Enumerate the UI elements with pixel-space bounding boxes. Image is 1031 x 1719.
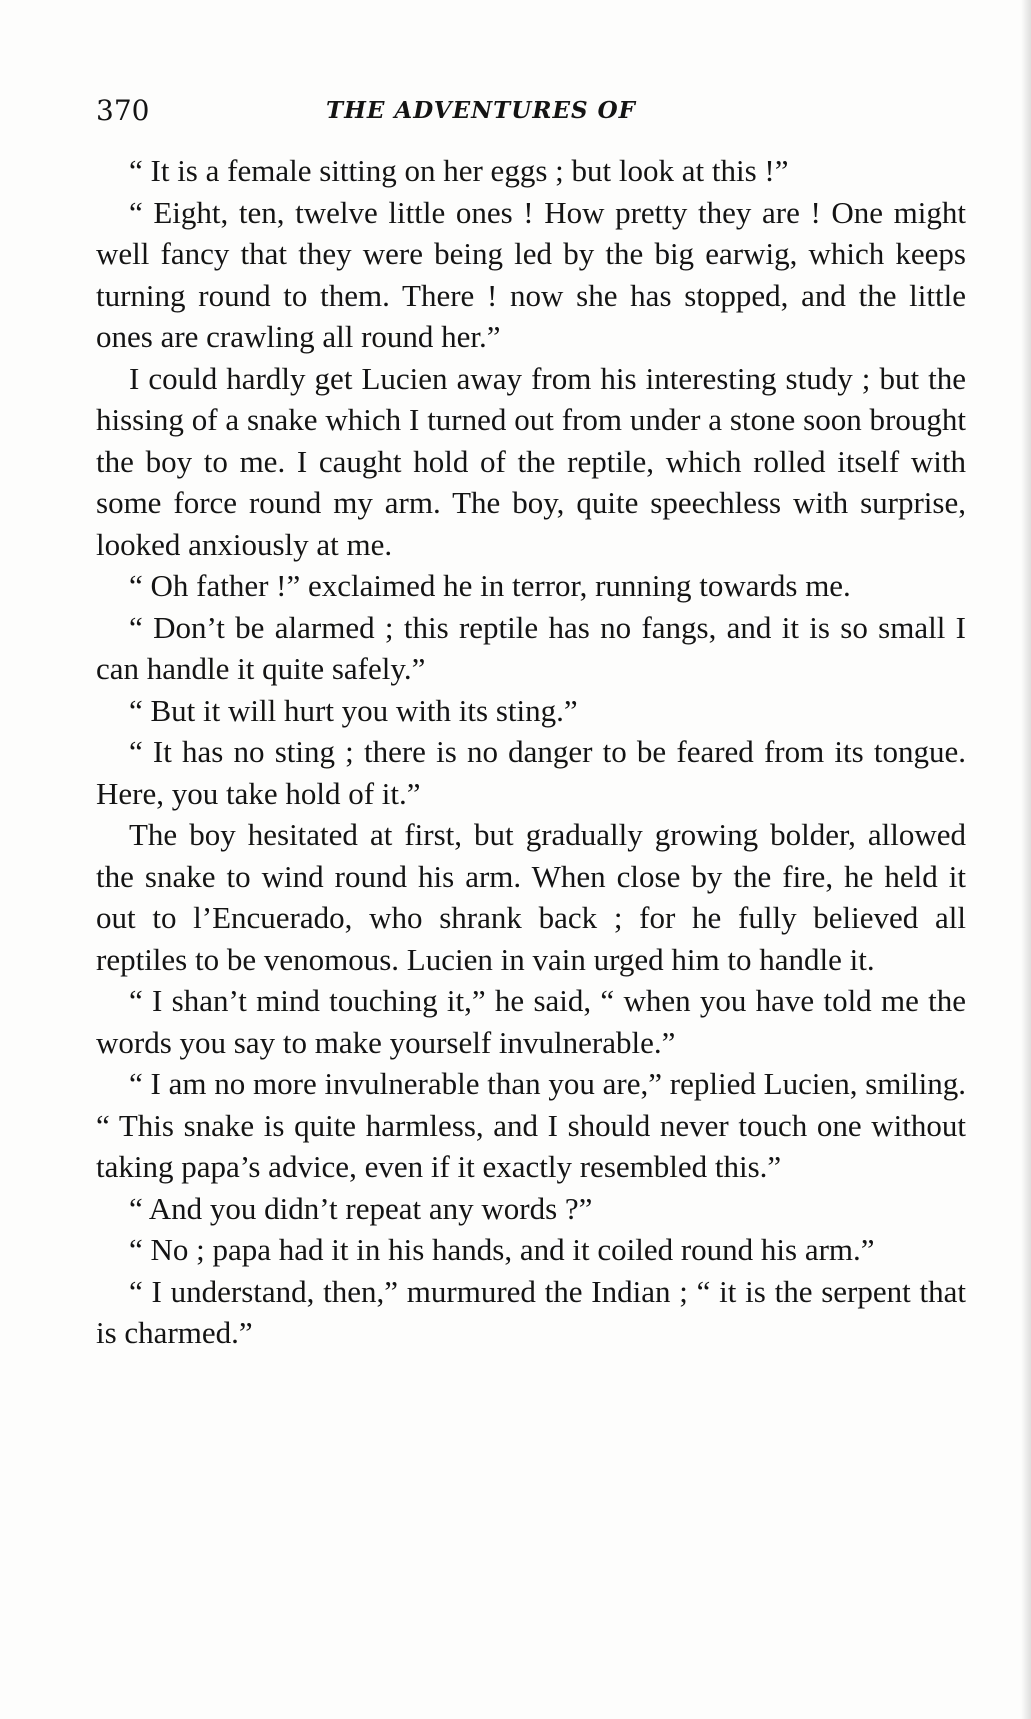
- running-head: THE ADVENTURES OF: [326, 97, 636, 124]
- body-text: [96, 150, 966, 1354]
- paragraph: The boy hesitated at first, but gradually growing bolder, allowed the snake to wind round his arm. When close by the fire, he held it out to l’Encuerado, who shrank back ; for he fully believed all reptiles to be venomous. Lucien in vain urged him to handle it.: [96, 817, 966, 977]
- paragraph: I could hardly get Lucien away from his interesting study ; but the hissing of a snake which I turned out from under a stone soon brought the boy to me. I caught hold of the reptile, which rolled itself with some force round my arm. The boy, quite speechless with surprise, looked anxiously at me.: [96, 360, 966, 562]
- paragraph: “ I shan’t mind touching it,” he said, “ when you have told me the words you say to make yourself invulnerable.”: [96, 983, 966, 1060]
- paragraph: “ Don’t be alarmed ; this reptile has no fangs, and it is so small I can handle it quite safely.”: [96, 609, 966, 686]
- paragraph: “ But it will hurt you with its sting.”: [129, 692, 578, 728]
- paragraph: “ Oh father !” exclaimed he in terror, running towards me.: [129, 568, 851, 603]
- paragraph: “ No ; papa had it in his hands, and it coiled round his arm.”: [129, 1232, 875, 1267]
- paragraph: “ It is a female sitting on her eggs ; but look at this !”: [129, 153, 789, 188]
- paragraph: “ And you didn’t repeat any words ?”: [129, 1190, 593, 1226]
- paragraph: “ I am no more invulnerable than you are,” replied Lucien, smiling. “ This snake is quite harmless, and I should never touch one without taking papa’s advice, even if it exactly resembled this.”: [96, 1066, 966, 1184]
- paragraph: “ It has no sting ; there is no danger to be feared from its tongue. Here, you take hold of it.”: [96, 734, 966, 811]
- page-header: [96, 94, 896, 134]
- paragraph: “ I understand, then,” murmured the Indian ; “ it is the serpent that is charmed.”: [96, 1273, 966, 1350]
- page-number: 370: [96, 94, 150, 127]
- page-edge-shadow: [1021, 0, 1031, 1719]
- paragraph: “ Eight, ten, twelve little ones ! How pretty they are ! One might well fancy that they were being led by the big earwig, which keeps turning round to them. There ! now she has stopped, and the little ones are crawling all round her.”: [96, 194, 966, 354]
